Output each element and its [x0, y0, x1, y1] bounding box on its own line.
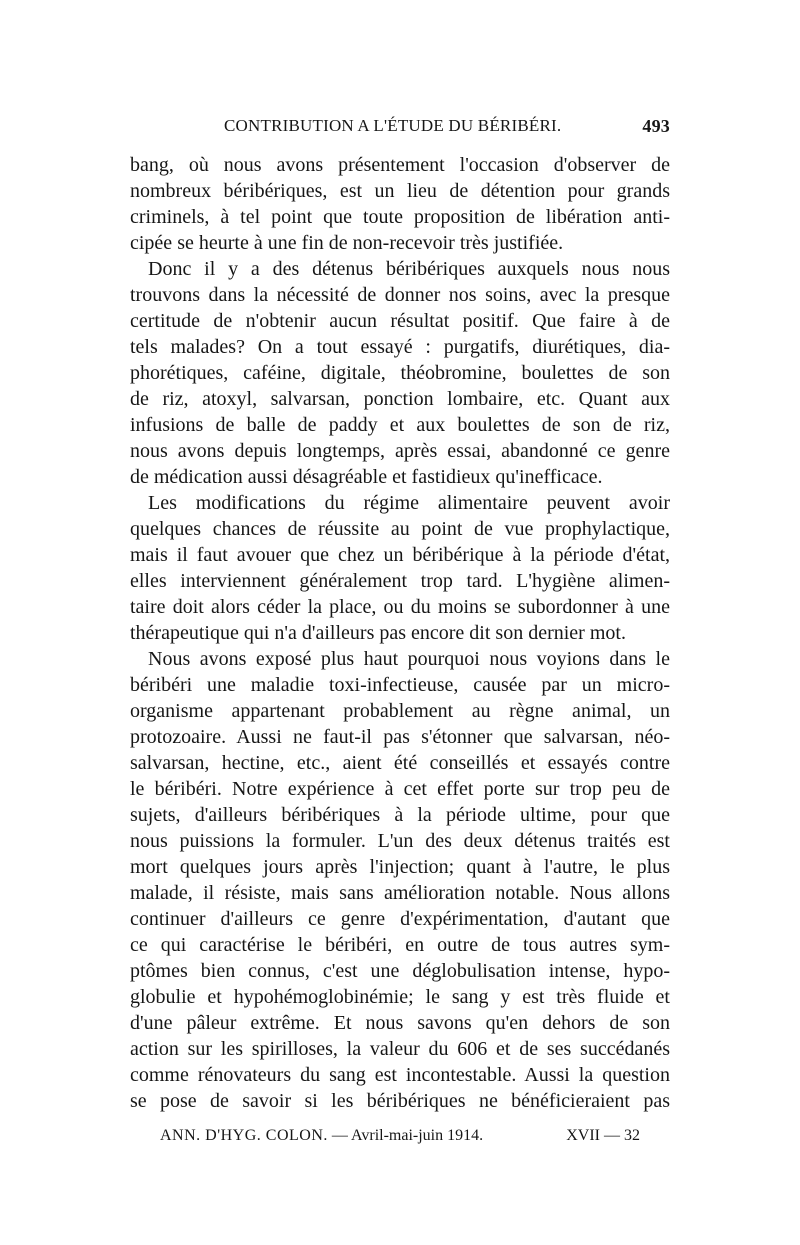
text-line: phorétiques, caféine, digitale, théobromine, boulettes de son: [130, 362, 670, 384]
issue-date: — Avril-mai-juin 1914.: [331, 1127, 484, 1144]
text-line: organisme appartenant probablement au règne animal, un: [130, 700, 670, 722]
text-line: Les modifications du régime alimentaire peuvent avoir: [148, 492, 670, 514]
running-title: CONTRIBUTION A L'ÉTUDE DU BÉRIBÉRI.: [224, 116, 562, 135]
text-line: de riz, atoxyl, salvarsan, ponction lombaire, etc. Quant aux: [130, 388, 670, 410]
text-line: malade, il résiste, mais sans amélioration notable. Nous allons: [130, 882, 670, 904]
text-line: salvarsan, hectine, etc., aient été conseillés et essayés contre: [130, 752, 670, 774]
page-footer: [160, 1127, 640, 1145]
signature-mark: XVII — 32: [566, 1127, 640, 1144]
text-line: criminels, à tel point que toute proposition de libération anti-: [130, 206, 670, 228]
text-line: comme rénovateurs du sang est incontestable. Aussi la question: [130, 1064, 670, 1086]
text-line: nombreux béribériques, est un lieu de détention pour grands: [130, 180, 670, 202]
text-line: elles interviennent généralement trop tard. L'hygiène alimen-: [130, 570, 670, 592]
text-line: mort quelques jours après l'injection; quant à l'autre, le plus: [130, 856, 670, 878]
text-line: action sur les spirilloses, la valeur du 606 et de ses succédanés: [130, 1038, 670, 1060]
page-number: 493: [642, 116, 670, 136]
text-line: infusions de balle de paddy et aux boulettes de son de riz,: [130, 414, 670, 436]
text-line: cipée se heurte à une fin de non-recevoir très justifiée.: [130, 232, 564, 254]
text-line: se pose de savoir si les béribériques ne bénéficieraient pas: [130, 1090, 670, 1112]
text-line: sujets, d'ailleurs béribériques à la période ultime, pour que: [130, 804, 670, 826]
text-line: nous puissions la formuler. L'un des deux détenus traités est: [130, 830, 670, 852]
text-line: thérapeutique qui n'a d'ailleurs pas encore dit son dernier mot.: [130, 622, 626, 644]
text-line: tels malades? On a tout essayé : purgatifs, diurétiques, dia-: [130, 336, 670, 358]
text-line: ce qui caractérise le béribéri, en outre de tous autres sym-: [130, 934, 670, 956]
text-line: béribéri une maladie toxi-infectieuse, causée par un micro-: [130, 674, 670, 696]
text-line: ptômes bien connus, c'est une déglobulisation intense, hypo-: [130, 960, 670, 982]
journal-abbreviation: ANN. D'HYG. COLON.: [160, 1127, 328, 1144]
text-line: protozoaire. Aussi ne faut-il pas s'étonner que salvarsan, néo-: [130, 726, 670, 748]
text-line: taire doit alors céder la place, ou du moins se subordonner à une: [130, 596, 670, 618]
text-line: quelques chances de réussite au point de vue prophylactique,: [130, 518, 670, 540]
text-line: mais il faut avouer que chez un béribérique à la période d'état,: [130, 544, 670, 566]
text-line: globulie et hypohémoglobinémie; le sang y est très fluide et: [130, 986, 670, 1008]
text-line: certitude de n'obtenir aucun résultat positif. Que faire à de: [130, 310, 670, 332]
text-line: Nous avons exposé plus haut pourquoi nous voyions dans le: [148, 648, 670, 670]
text-line: d'une pâleur extrême. Et nous savons qu'en dehors de son: [130, 1012, 670, 1034]
text-line: continuer d'ailleurs ce genre d'expérimentation, d'autant que: [130, 908, 670, 930]
text-line: le béribéri. Notre expérience à cet effet porte sur trop peu de: [130, 778, 670, 800]
text-line: nous avons depuis longtemps, après essai, abandonné ce genre: [130, 440, 670, 462]
body-text: [130, 152, 670, 1114]
text-line: bang, où nous avons présentement l'occasion d'observer de: [130, 154, 670, 176]
text-line: Donc il y a des détenus béribériques auxquels nous nous: [148, 258, 670, 280]
text-line: de médication aussi désagréable et fastidieux qu'inefficace.: [130, 466, 603, 488]
text-line: trouvons dans la nécessité de donner nos soins, avec la presque: [130, 284, 670, 306]
